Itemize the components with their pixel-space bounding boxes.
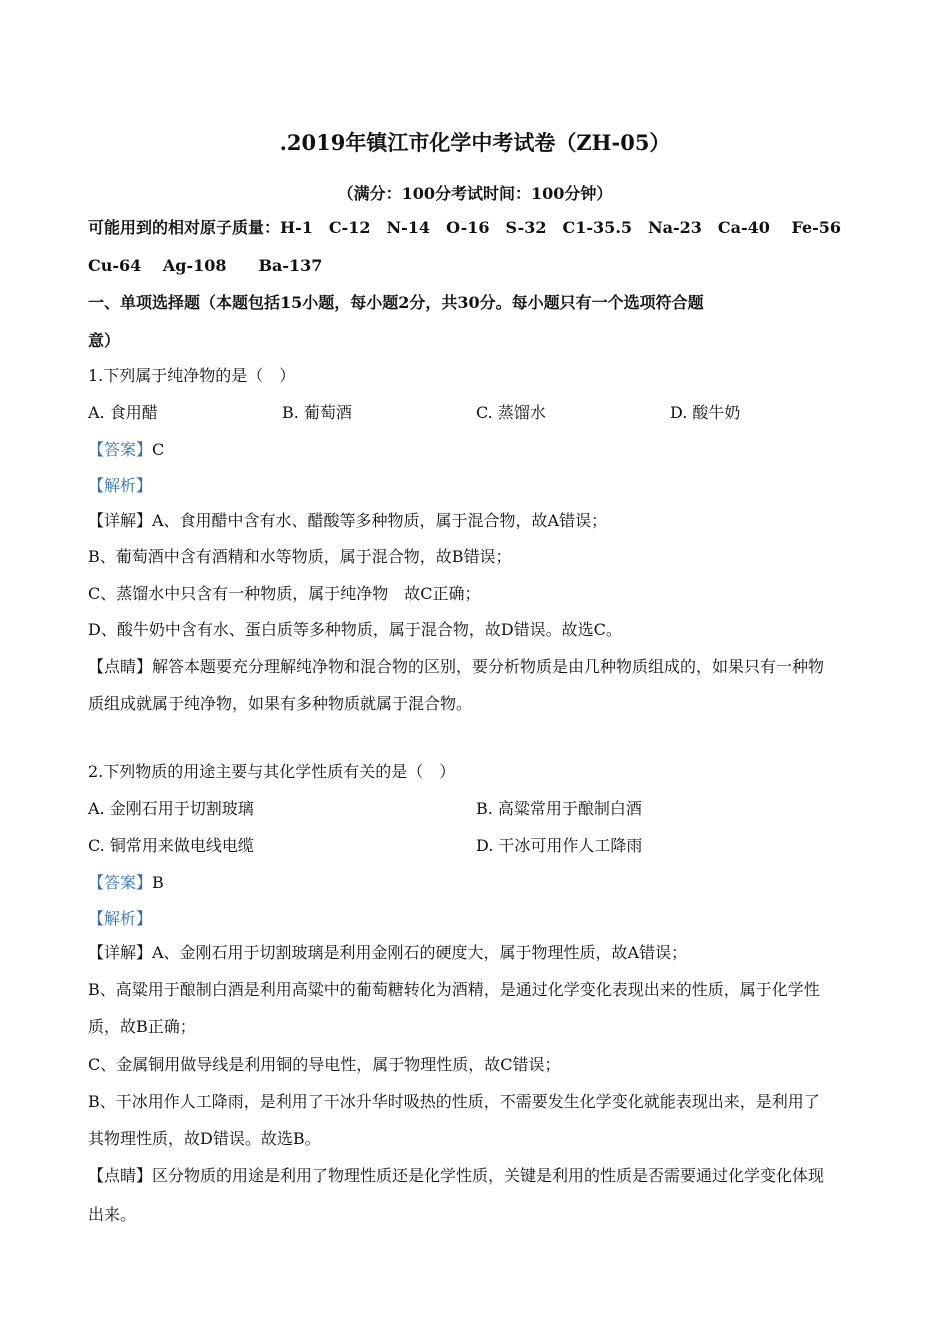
page-subtitle: （满分：100分考试时间：100分钟）	[337, 184, 613, 203]
atomic-mass-line-2: Cu-64 Ag-108 Ba-137	[88, 256, 323, 275]
q2-comment-2: 出来。	[88, 1205, 137, 1224]
q2-answer-tag: 【答案】	[88, 873, 153, 892]
q2-option-a: A. 金刚石用于切割玻璃	[88, 799, 254, 818]
q2-option-b: B. 高粱常用于酿制白酒	[476, 799, 642, 818]
q2-answer: B	[152, 873, 164, 892]
q1-comment-2: 质组成就属于纯净物，如果有多种物质就属于混合物。	[88, 694, 473, 713]
q2-detail-6: 其物理性质，故D错误。故选B。	[88, 1129, 321, 1148]
q2-option-c: C. 铜常用来做电线电缆	[88, 836, 254, 855]
page-title: .2019年镇江市化学中考试卷（ZH-05）	[279, 130, 671, 155]
q2-detail-4: C、金属铜用做导线是利用铜的导电性，属于物理性质，故C错误；	[88, 1055, 561, 1074]
q1-option-c: C. 蒸馏水	[476, 403, 546, 422]
q1-detail-1: 【详解】A、食用醋中含有水、醋酸等多种物质，属于混合物，故A错误；	[88, 511, 608, 530]
q2-detail-5: B、干冰用作人工降雨，是利用了干冰升华时吸热的性质，不需要发生化学变化就能表现出来，是利用了	[88, 1092, 820, 1111]
q1-option-a: A. 食用醋	[88, 403, 158, 422]
q1-detail-2: B、葡萄酒中含有酒精和水等物质，属于混合物，故B错误；	[88, 547, 512, 566]
q1-detail-3: C、蒸馏水中只含有一种物质，属于纯净物 故C正确；	[88, 584, 481, 603]
q1-comment-1: 【点睛】解答本题要充分理解纯净物和混合物的区别，要分析物质是由几种物质组成的，如果只有一种物	[88, 657, 825, 676]
atomic-mass-line-1: 可能用到的相对原子质量：H-1 C-12 N-14 O-16 S-32 C1-35.5 Na-23 Ca-40 Fe-56	[88, 218, 842, 237]
q1-stem: 1.下列属于纯净物的是（ ）	[88, 366, 296, 385]
q2-detail-2: B、高粱用于酿制白酒是利用高粱中的葡萄糖转化为酒精，是通过化学变化表现出来的性质，属于化学性	[88, 980, 820, 999]
q2-stem: 2.下列物质的用途主要与其化学性质有关的是（ ）	[88, 762, 456, 781]
q1-answer-tag: 【答案】	[88, 440, 153, 459]
q1-analysis-tag: 【解析】	[88, 476, 153, 495]
q1-option-d: D. 酸牛奶	[670, 403, 741, 422]
q2-analysis-tag: 【解析】	[88, 909, 153, 928]
section-heading-line-1: 一、单项选择题（本题包括15小题，每小题2分，共30分。每小题只有一个选项符合题	[88, 293, 704, 312]
section-heading-line-2: 意）	[88, 331, 121, 350]
q2-detail-1: 【详解】A、金刚石用于切割玻璃是利用金刚石的硬度大，属于物理性质，故A错误；	[88, 943, 688, 962]
q2-detail-3: 质，故B正确；	[88, 1017, 196, 1036]
q2-option-d: D. 干冰可用作人工降雨	[476, 836, 643, 855]
q1-answer: C	[152, 440, 165, 459]
q2-answer-line	[88, 873, 164, 893]
q1-detail-4: D、酸牛奶中含有水、蛋白质等多种物质，属于混合物，故D错误。故选C。	[88, 620, 622, 639]
q2-comment-1: 【点睛】区分物质的用途是利用了物理性质还是化学性质，关键是利用的性质是否需要通过化学变化体现	[88, 1166, 825, 1185]
q1-answer-line	[88, 440, 164, 460]
q1-option-b: B. 葡萄酒	[282, 403, 352, 422]
